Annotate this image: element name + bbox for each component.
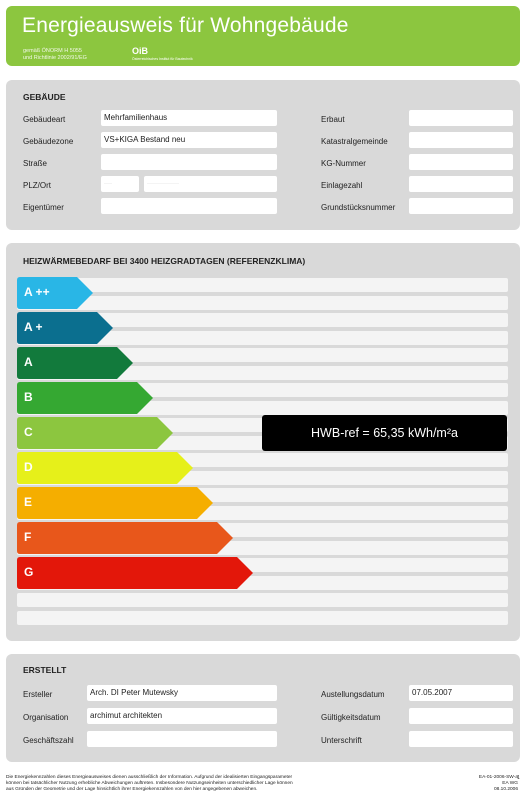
oib-logo-subtitle: Österreichisches Institut für Bautechnik	[132, 57, 193, 61]
energy-class-label: A +	[24, 320, 43, 334]
kg-nummer-field[interactable]	[409, 154, 513, 170]
energy-class-shape	[17, 487, 213, 519]
hwb-value-box: HWB-ref = 65,35 kWh/m²a	[262, 415, 507, 451]
plz-field[interactable]: ····	[101, 176, 139, 192]
eigentuemer-field[interactable]	[101, 198, 277, 214]
eigentuemer-label: Eigentümer	[23, 203, 64, 212]
energy-class-fill	[17, 452, 193, 484]
subtitle-line-2: und Richtlinie 2002/91/EG	[23, 55, 87, 61]
scale-stripe	[17, 593, 508, 607]
kg-nummer-label: KG-Nummer	[321, 159, 366, 168]
energy-class-arrow	[17, 382, 153, 414]
ausstellungsdatum-field[interactable]: 07.05.2007	[409, 685, 513, 701]
energy-class-shape	[17, 522, 233, 554]
energy-class-arrow	[17, 312, 113, 344]
reference-date: 08.10.2006	[493, 787, 518, 792]
strasse-label: Straße	[23, 159, 48, 168]
disclaimer-line-3: aus Gründen der Geometrie und der Lage hinsichtlich ihrer Energiekennzahlen von den hier angegebenen abweichen.	[6, 787, 258, 792]
energy-class-fill	[17, 522, 233, 554]
scale-stripe	[17, 611, 508, 625]
header-banner	[6, 6, 520, 66]
unterschrift-label: Unterschrift	[321, 736, 362, 745]
plz-ort-label: PLZ/Ort	[23, 181, 52, 190]
katastralgemeinde-label: Katastralgemeinde	[321, 137, 388, 146]
disclaimer-line-1: Die Energiekennzahlen dieses Energieausweises dienen ausschließlich der Information. Aufgrund der idealisierten Eingangsparameter	[6, 775, 293, 780]
subtitle-line-1: gemäß ÖNORM H 5055	[23, 48, 82, 54]
energy-class-fill	[17, 487, 213, 519]
energy-class-fill	[17, 347, 133, 379]
einlagezahl-field[interactable]	[409, 176, 513, 192]
energy-class-fill	[17, 382, 153, 414]
ausstellungsdatum-label: Austellungsdatum	[321, 690, 385, 699]
organisation-field[interactable]: archimut architekten	[87, 708, 277, 724]
energy-class-arrow	[17, 452, 193, 484]
gebaeudezone-field[interactable]: VS+KIGA Bestand neu	[101, 132, 277, 148]
energy-class-arrow	[17, 347, 133, 379]
geschaeftszahl-label: Geschäftszahl	[23, 736, 74, 745]
unterschrift-field[interactable]	[409, 731, 513, 747]
energy-class-arrow	[17, 417, 173, 449]
oib-logo: OiB	[132, 46, 149, 56]
document-reference	[460, 775, 518, 793]
strasse-field[interactable]	[101, 154, 277, 170]
energy-class-label: A ++	[24, 285, 50, 299]
disclaimer-line-2: können bei tatsächlicher Nutzung erhebliche Abweichungen auftreten. Insbesondere Nutzungseinheiten unterschiedlicher Lage können	[6, 781, 293, 786]
energy-class-shape	[17, 382, 153, 414]
energy-class-label: G	[24, 565, 34, 579]
energy-class-shape	[17, 417, 173, 449]
reference-code: EA-01-2006-SW-a	[478, 775, 518, 780]
page-number: 1	[517, 775, 520, 781]
gebaeudezone-label: Gebäudezone	[23, 137, 74, 146]
document-title: Energieausweis für Wohngebäude	[22, 14, 349, 37]
ersteller-field[interactable]: Arch. DI Peter Mutewsky	[87, 685, 277, 701]
gebaeude-panel	[6, 80, 520, 230]
grundstuecksnummer-field[interactable]	[409, 198, 513, 214]
document-subtitle	[23, 48, 87, 62]
energy-class-label: A	[24, 355, 33, 369]
energy-class-label: C	[24, 425, 33, 439]
einlagezahl-label: Einlagezahl	[321, 181, 363, 190]
gueltigkeitsdatum-field[interactable]	[409, 708, 513, 724]
energy-class-label: D	[24, 460, 33, 474]
hwb-title: HEIZWÄRMEBEDARF BEI 3400 HEIZGRADTAGEN (REFERENZKLIMA)	[23, 256, 306, 266]
energy-class-shape	[17, 557, 253, 589]
energy-class-arrow	[17, 277, 93, 309]
erstellt-panel	[6, 654, 520, 762]
organisation-label: Organisation	[23, 713, 69, 722]
gebaeudeart-field[interactable]: Mehrfamilienhaus	[101, 110, 277, 126]
gebaeudeart-label: Gebäudeart	[23, 115, 66, 124]
erbaut-field[interactable]	[409, 110, 513, 126]
reference-type: EA WG	[502, 781, 518, 786]
energy-class-label: B	[24, 390, 33, 404]
erstellt-title: ERSTELLT	[23, 665, 67, 675]
katastralgemeinde-field[interactable]	[409, 132, 513, 148]
energy-class-label: F	[24, 530, 32, 544]
geschaeftszahl-field[interactable]	[87, 731, 277, 747]
energy-class-arrow	[17, 487, 213, 519]
ort-field[interactable]: ················	[144, 176, 277, 192]
energy-class-fill	[17, 557, 253, 589]
gebaeude-title: GEBÄUDE	[23, 92, 66, 102]
energy-class-shape	[17, 347, 133, 379]
energy-class-arrow	[17, 557, 253, 589]
energy-class-fill	[17, 417, 173, 449]
erbaut-label: Erbaut	[321, 115, 345, 124]
energy-class-arrow	[17, 522, 233, 554]
energy-class-label: E	[24, 495, 33, 509]
disclaimer-text	[6, 775, 426, 793]
energy-class-shape	[17, 452, 193, 484]
ersteller-label: Ersteller	[23, 690, 53, 699]
gueltigkeitsdatum-label: Gültigkeitsdatum	[321, 713, 381, 722]
grundstuecksnummer-label: Grundstücksnummer	[321, 203, 396, 212]
